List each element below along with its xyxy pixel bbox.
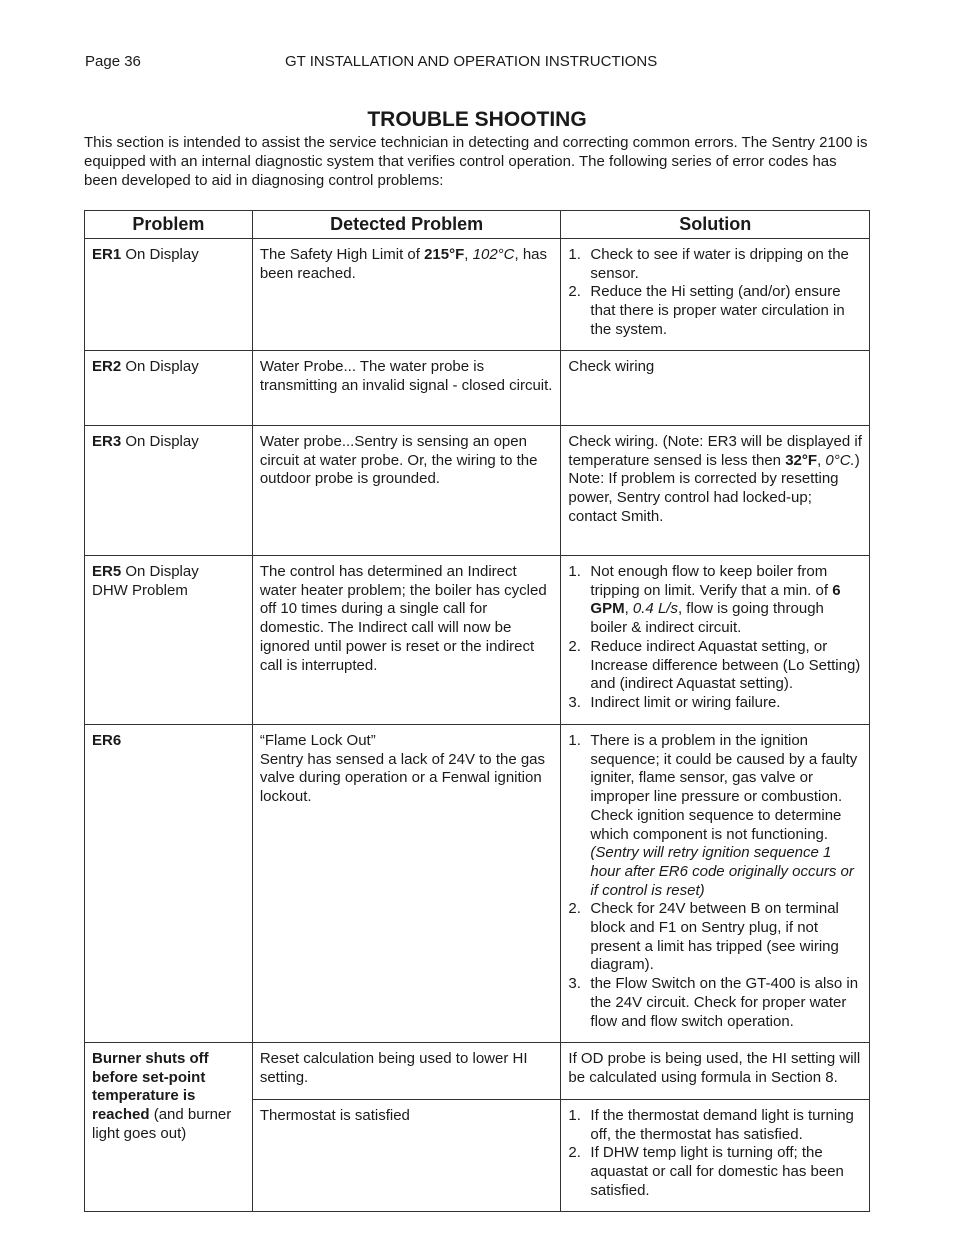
running-header: GT INSTALLATION AND OPERATION INSTRUCTIONS	[285, 53, 658, 70]
list-text: Reduce indirect Aquastat setting, or Increase difference between (Lo Setting) and (indirect Aquastat setting).	[590, 637, 861, 693]
table-row-er5	[85, 556, 870, 725]
problem-cell	[85, 351, 253, 426]
detected-cell: The control has determined an Indirect water heater problem; the boiler has cycled off 10 times during a single call for domestic. The Indirect call will now be ignored until power is reset or the indirect call is interrupted.	[252, 556, 561, 725]
separator: ,	[624, 600, 633, 618]
temperature-c: 0°C.	[825, 451, 855, 469]
solution-cell	[561, 426, 870, 556]
header-problem: Problem	[85, 211, 253, 239]
detected-title: “Flame Lock Out”	[259, 732, 376, 749]
detected-text: , has been reached.	[259, 246, 548, 282]
list-text: Indirect limit or wiring failure.	[590, 693, 781, 711]
list-item	[568, 1107, 862, 1144]
list-text: There is a problem in the ignition sequence; it could be caused by a faulty igniter, flame sensor, gas valve or improper line pressure or combustion. Check ignition sequence to determine which component is not functioning.	[590, 732, 858, 843]
solution-cell	[561, 725, 870, 1043]
problem-subtext: DHW Problem	[92, 581, 188, 599]
list-text: If DHW temp light is turning off; the aquastat or call for domestic has been satisfied.	[590, 1144, 844, 1199]
list-number: 3.	[568, 975, 581, 993]
problem-title: Burner shuts off before set-point temperature is reached	[92, 1050, 209, 1124]
list-text: , flow is going through boiler & indirect circuit.	[590, 600, 824, 637]
flow-gpm: 6 GPM	[590, 581, 841, 618]
solution-list	[568, 246, 862, 340]
separator: ,	[817, 451, 826, 469]
list-number: 2.	[568, 637, 581, 655]
problem-cell	[85, 556, 253, 725]
temperature-f: 215°F	[424, 246, 465, 263]
list-number: 1.	[568, 732, 581, 749]
temperature-c: 102°C	[472, 246, 515, 263]
solution-text: Check wiring. (Note: ER3 will be displayed if temperature sensed is less then	[568, 433, 862, 469]
list-item	[568, 694, 862, 713]
table-header-row	[85, 211, 870, 239]
header-detected-problem: Detected Problem	[252, 211, 561, 239]
list-number: 1.	[568, 246, 581, 263]
problem-text: On Display	[121, 433, 199, 450]
list-number: 2.	[568, 1144, 581, 1162]
solution-cell: If OD probe is being used, the HI setting will be calculated using formula in Section 8.	[561, 1043, 870, 1100]
list-text: Reduce the Hi setting (and/or) ensure that there is proper water circulation in the system.	[590, 283, 845, 338]
solution-list	[568, 1107, 862, 1201]
list-text: the Flow Switch on the GT-400 is also in the 24V circuit. Check for proper water flow and flow switch operation.	[590, 975, 859, 1030]
header-solution: Solution	[561, 211, 870, 239]
table-row-er1	[85, 239, 870, 351]
temperature-f: 32°F	[785, 451, 818, 469]
table-row-er2	[85, 351, 870, 426]
solution-list	[568, 732, 862, 1031]
list-item	[568, 1144, 862, 1200]
solution-cell	[561, 556, 870, 725]
detected-cell	[252, 725, 561, 1043]
list-number: 2.	[568, 900, 581, 918]
list-item	[568, 246, 862, 283]
list-number: 1.	[568, 1107, 581, 1124]
list-item	[568, 563, 862, 638]
detected-cell: Reset calculation being used to lower HI setting.	[252, 1043, 561, 1100]
list-item	[568, 975, 862, 1031]
solution-cell	[561, 239, 870, 351]
table-row-er6	[85, 725, 870, 1043]
list-item	[568, 638, 862, 694]
list-item	[568, 732, 862, 900]
closing-paren: )	[854, 451, 860, 469]
separator: ,	[464, 246, 473, 263]
detected-cell: Water probe...Sentry is sensing an open circuit at water probe. Or, the wiring to the outdoor probe is grounded.	[252, 426, 561, 556]
error-code: ER6	[92, 732, 122, 749]
problem-text: On Display	[121, 563, 199, 580]
error-code: ER5	[92, 563, 122, 580]
table-row-burner-reset	[85, 1043, 870, 1100]
list-item	[568, 900, 862, 975]
list-text: Check to see if water is dripping on the sensor.	[590, 246, 849, 282]
error-code: ER1	[92, 246, 122, 263]
problem-cell	[85, 1043, 253, 1212]
list-number: 1.	[568, 563, 581, 580]
problem-cell	[85, 426, 253, 556]
problem-text: (and burner light goes out)	[92, 1106, 232, 1142]
solution-note: Note: If problem is corrected by resetting power, Sentry control had locked-up; contact Smith.	[568, 470, 839, 525]
detected-text: Sentry has sensed a lack of 24V to the gas valve during operation or a Fenwal ignition lockout.	[259, 750, 546, 806]
solution-cell: Check wiring	[561, 351, 870, 426]
list-text: Check for 24V between B on terminal block and F1 on Sentry plug, if not present a limit has tripped (see wiring diagram).	[590, 900, 839, 974]
problem-cell	[85, 725, 253, 1043]
error-code: ER2	[92, 358, 122, 375]
page-number: Page 36	[85, 53, 141, 70]
detected-cell: Thermostat is satisfied	[252, 1100, 561, 1212]
list-note: (Sentry will retry ignition sequence 1 hour after ER6 code originally occurs or if control is reset)	[590, 844, 854, 899]
solution-cell	[561, 1100, 870, 1212]
page-title: TROUBLE SHOOTING	[367, 108, 587, 131]
list-text: Not enough flow to keep boiler from tripping on limit. Verify that a min. of	[590, 563, 833, 599]
problem-cell	[85, 239, 253, 351]
flow-ls: 0.4 L/s	[632, 600, 678, 618]
detected-text: The Safety High Limit of	[259, 246, 425, 263]
list-text: If the thermostat demand light is turning off, the thermostat has satisfied.	[590, 1107, 854, 1143]
list-number: 2.	[568, 283, 581, 301]
error-code: ER3	[92, 433, 122, 450]
list-item	[568, 283, 862, 339]
problem-text: On Display	[121, 246, 199, 263]
list-number: 3.	[568, 693, 581, 711]
detected-cell: Water Probe... The water probe is transmitting an invalid signal - closed circuit.	[252, 351, 561, 426]
troubleshooting-table	[84, 210, 870, 1212]
intro-paragraph: This section is intended to assist the service technician in detecting and correcting common errors. The Sentry 2100 is equipped with an internal diagnostic system that verifies control operation. The following series of error codes has been developed to aid in diagnosing control problems:	[84, 134, 868, 189]
solution-list	[568, 563, 862, 713]
table-row-er3	[85, 426, 870, 556]
detected-cell	[252, 239, 561, 351]
problem-text: On Display	[121, 358, 199, 375]
